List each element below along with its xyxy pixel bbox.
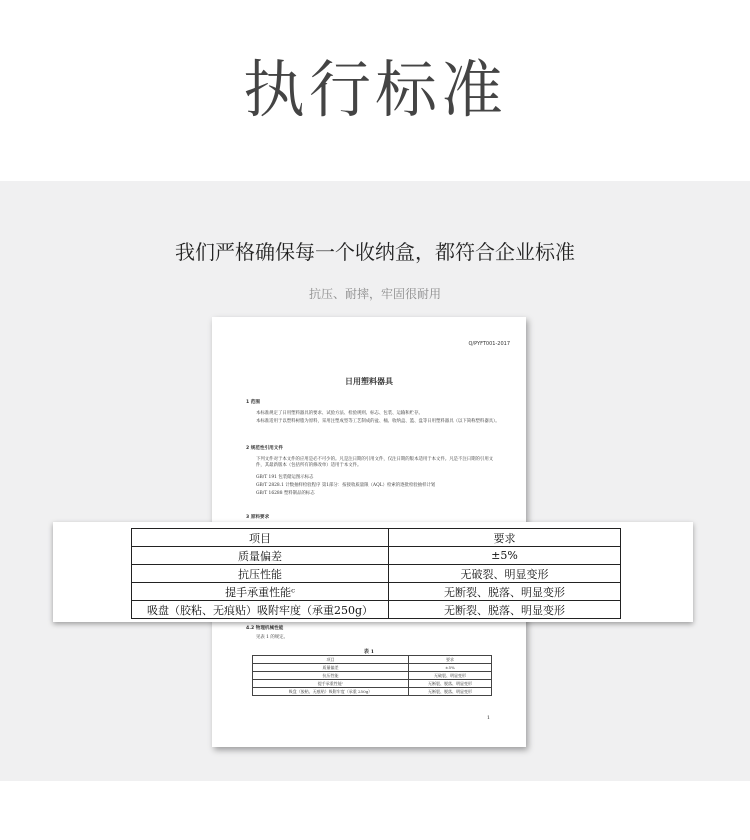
table-cell: 无断裂、脱落、明显变形: [389, 601, 621, 619]
small-spec-table: [252, 655, 492, 696]
table-cell: 无断裂、脱落、明显变形: [389, 583, 621, 601]
page-title: 执行标准: [242, 53, 507, 126]
table-cell: 无破裂、明显变形: [389, 565, 621, 583]
section-mechanical-title: 4.2 物理机械性能: [246, 626, 284, 631]
table-row: [132, 529, 621, 547]
table-cell: 要求: [408, 656, 491, 664]
section-references-title: 2 规范性引用文件: [246, 446, 283, 451]
table-row: [132, 601, 621, 619]
table-cell: 质量偏差: [253, 664, 409, 672]
scope-paragraph-2: 本标准适用于以塑料树脂为原料，采用注塑成型等工艺制成的盆、桶、收纳盒、篮、盘等日用塑料器具（以下简称塑料器具）。: [256, 419, 500, 424]
table-cell: 无断裂、脱落、明显变形: [408, 688, 491, 696]
zoomed-spec-table-panel: [53, 522, 693, 622]
table-cell: ±5%: [389, 547, 621, 565]
table-cell: 提手承重性能ᶜ: [132, 583, 389, 601]
section-heading: 我们严格确保每一个收纳盒，都符合企业标准: [175, 240, 575, 264]
document-code: Q/PYFT001-2017: [468, 341, 510, 347]
table-row: [253, 664, 492, 672]
page-number: 1: [486, 715, 490, 721]
table-cell: 抗压性能: [132, 565, 389, 583]
table-row: [132, 565, 621, 583]
section-caption: 抗压、耐摔，牢固很耐用: [308, 287, 441, 301]
reference-item: GB/T 2828.1 计数抽样检验程序 第1部分：按接收质量限（AQL）检索的逐批检验抽样计划: [256, 483, 436, 488]
table-cell: ±5%: [408, 664, 491, 672]
table-cell: 提手承重性能ᶜ: [253, 680, 409, 688]
mechanical-paragraph: 见表 1 的规定。: [256, 635, 288, 640]
table-row: [132, 547, 621, 565]
section-scope-title: 1 范围: [246, 400, 260, 405]
references-paragraph: 下列文件对于本文件的应用是必不可少的。凡是注日期的引用文件，仅注日期的版本适用于本文件。凡是不注日期的引用文件，其最新版本（包括所有的修改单）适用于本文件。: [256, 457, 494, 468]
table-caption: 表 1: [363, 649, 375, 655]
zoomed-spec-table: [131, 528, 621, 619]
table-cell: 质量偏差: [132, 547, 389, 565]
table-cell: 项目: [253, 656, 409, 664]
table-row: [253, 688, 492, 696]
table-row: [253, 656, 492, 664]
table-header-item: 项目: [132, 529, 389, 547]
table-cell: 抗压性能: [253, 672, 409, 680]
scope-paragraph-1: 本标准规定了日用塑料器具的要求、试验方法、检验规则、标志、包装、运输和贮存。: [256, 411, 423, 416]
reference-item: GB/T 16288 塑料制品的标志: [256, 491, 315, 496]
section-materials-title: 3 原料要求: [246, 515, 270, 520]
table-cell: 无断裂、脱落、明显变形: [408, 680, 491, 688]
reference-item: GB/T 191 包装储运图示标志: [256, 475, 314, 480]
table-row: [253, 680, 492, 688]
table-cell: 吸盘（胶粘、无痕贴）吸附牢度（承重 250g）: [253, 688, 409, 696]
table-cell: 无破裂、明显变形: [408, 672, 491, 680]
table-row: [132, 583, 621, 601]
table-row: [253, 672, 492, 680]
table-header-requirement: 要求: [389, 529, 621, 547]
document-title: 日用塑料器具: [345, 377, 393, 386]
table-cell: 吸盘（胶粘、无痕贴）吸附牢度（承重250g）: [132, 601, 389, 619]
